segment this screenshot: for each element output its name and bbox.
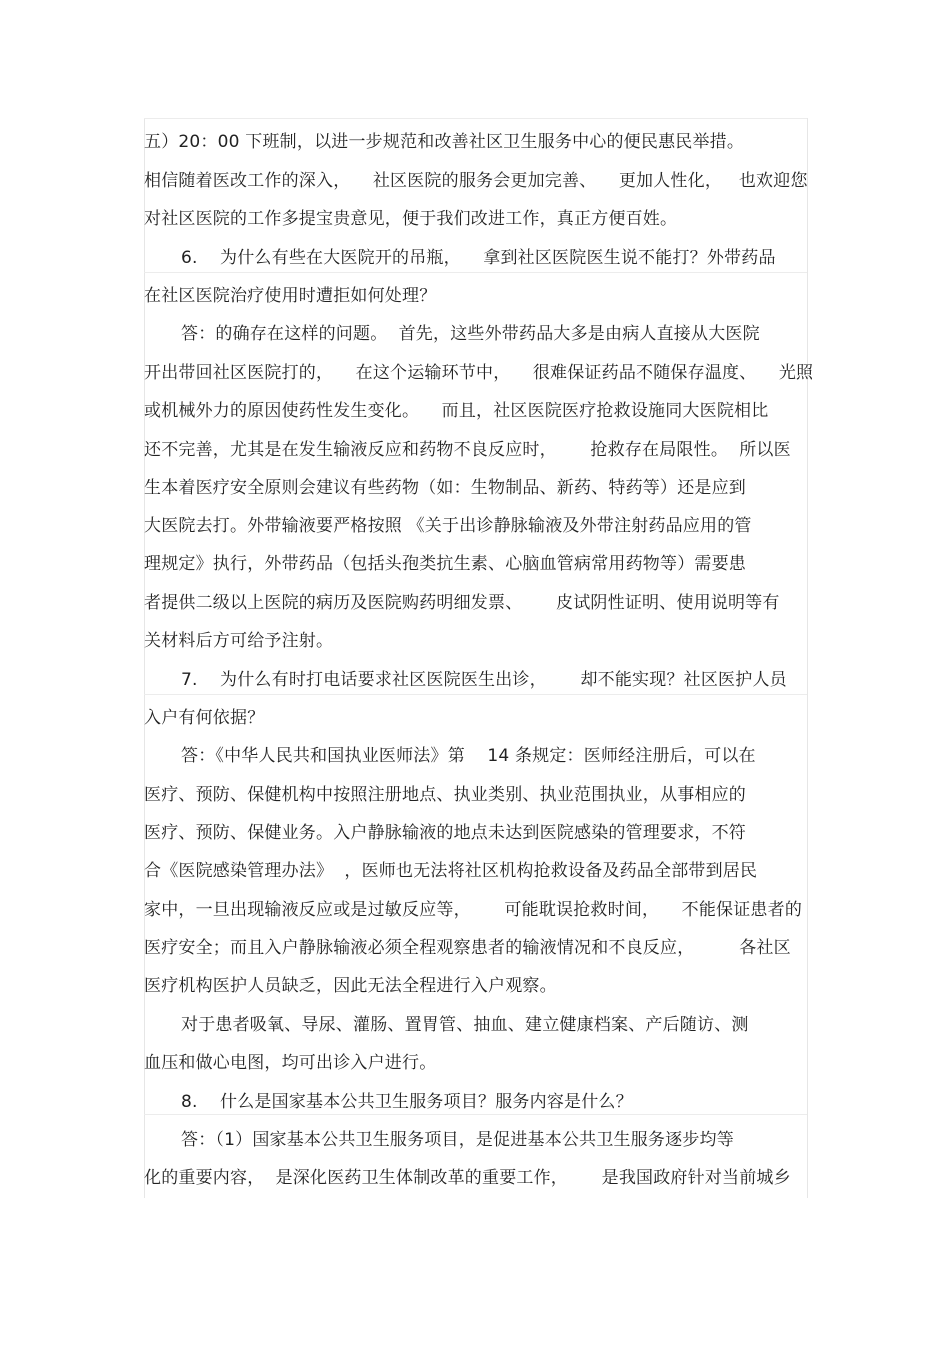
question-heading: 在社区医院治疗使用时遭拒如何处理？ [144,286,437,306]
divider [144,272,807,273]
question-heading: 6. 为什么有些在大医院开的吊瓶， 拿到社区医院医生说不能打？外带药品 [181,248,776,268]
paragraph-line: 对社区医院的工作多提宝贵意见，便于我们改进工作，真正方便百姓。 [144,209,678,229]
answer-line: 化的重要内容， 是深化医药卫生体制改革的重要工作， 是我国政府针对当前城乡 [144,1168,791,1188]
answer-line: 血压和做心电图，均可出诊入户进行。 [144,1053,437,1073]
answer-line: 答：（1）国家基本公共卫生服务项目，是促进基本公共卫生服务逐步均等 [181,1130,734,1150]
answer-line: 答：的确存在这样的问题。 首先，这些外带药品大多是由病人直接从大医院 [181,324,760,344]
answer-line: 理规定》执行，外带药品（包括头孢类抗生素、心脑血管病常用药物等）需要患 [144,554,746,574]
answer-line: 医疗安全；而且入户静脉输液必须全程观察患者的输液情况和不良反应， 各社区 [144,938,791,958]
answer-line: 大医院去打。外带输液要严格按照 《关于出诊静脉输液及外带注射药品应用的管 [144,516,752,536]
question-heading: 8. 什么是国家基本公共卫生服务项目？服务内容是什么？ [181,1092,633,1112]
answer-line: 者提供二级以上医院的病历及医院购药明细发票、 皮试阴性证明、使用说明等有 [144,593,780,613]
answer-line: 医疗、预防、保健机构中按照注册地点、执业类别、执业范围执业，从事相应的 [144,785,746,805]
paragraph-line: 相信随着医改工作的深入， 社区医院的服务会更加完善、 更加人性化， 也欢迎您 [144,171,808,191]
answer-line: 还不完善，尤其是在发生输液反应和药物不良反应时， 抢救存在局限性。 所以医 [144,440,791,460]
answer-line: 关材料后方可给予注射。 [144,631,334,651]
question-heading: 7. 为什么有时打电话要求社区医院医生出诊， 却不能实现？社区医护人员 [181,670,787,690]
answer-line: 开出带回社区医院打的， 在这个运输环节中， 很难保证药品不随保存温度、 光照 [144,363,814,383]
answer-line: 或机械外力的原因使药性发生变化。 而且，社区医院医疗抢救设施同大医院相比 [144,401,769,421]
divider [144,1114,807,1115]
answer-line: 对于患者吸氧、导尿、灌肠、置胃管、抽血、建立健康档案、产后随访、测 [181,1015,749,1035]
paragraph-line: 五）20：00 下班制，以进一步规范和改善社区卫生服务中心的便民惠民举措。 [144,132,745,152]
divider [144,694,807,695]
page-frame [144,118,814,1198]
divider [144,118,807,119]
question-heading: 入户有何依据？ [144,708,265,728]
answer-line: 家中，一旦出现输液反应或是过敏反应等， 可能耽误抢救时间， 不能保证患者的 [144,900,803,920]
answer-line: 合《医院感染管理办法》 ，医师也无法将社区机构抢救设备及药品全部带到居民 [144,861,758,881]
answer-line: 医疗、预防、保健业务。入户静脉输液的地点未达到医院感染的管理要求，不符 [144,823,746,843]
answer-line: 答：《中华人民共和国执业医师法》第 14 条规定：医师经注册后，可以在 [181,746,756,766]
answer-line: 医疗机构医护人员缺乏，因此无法全程进行入户观察。 [144,976,557,996]
answer-line: 生本着医疗安全原则会建议有些药物（如：生物制品、新药、特药等）还是应到 [144,478,746,498]
